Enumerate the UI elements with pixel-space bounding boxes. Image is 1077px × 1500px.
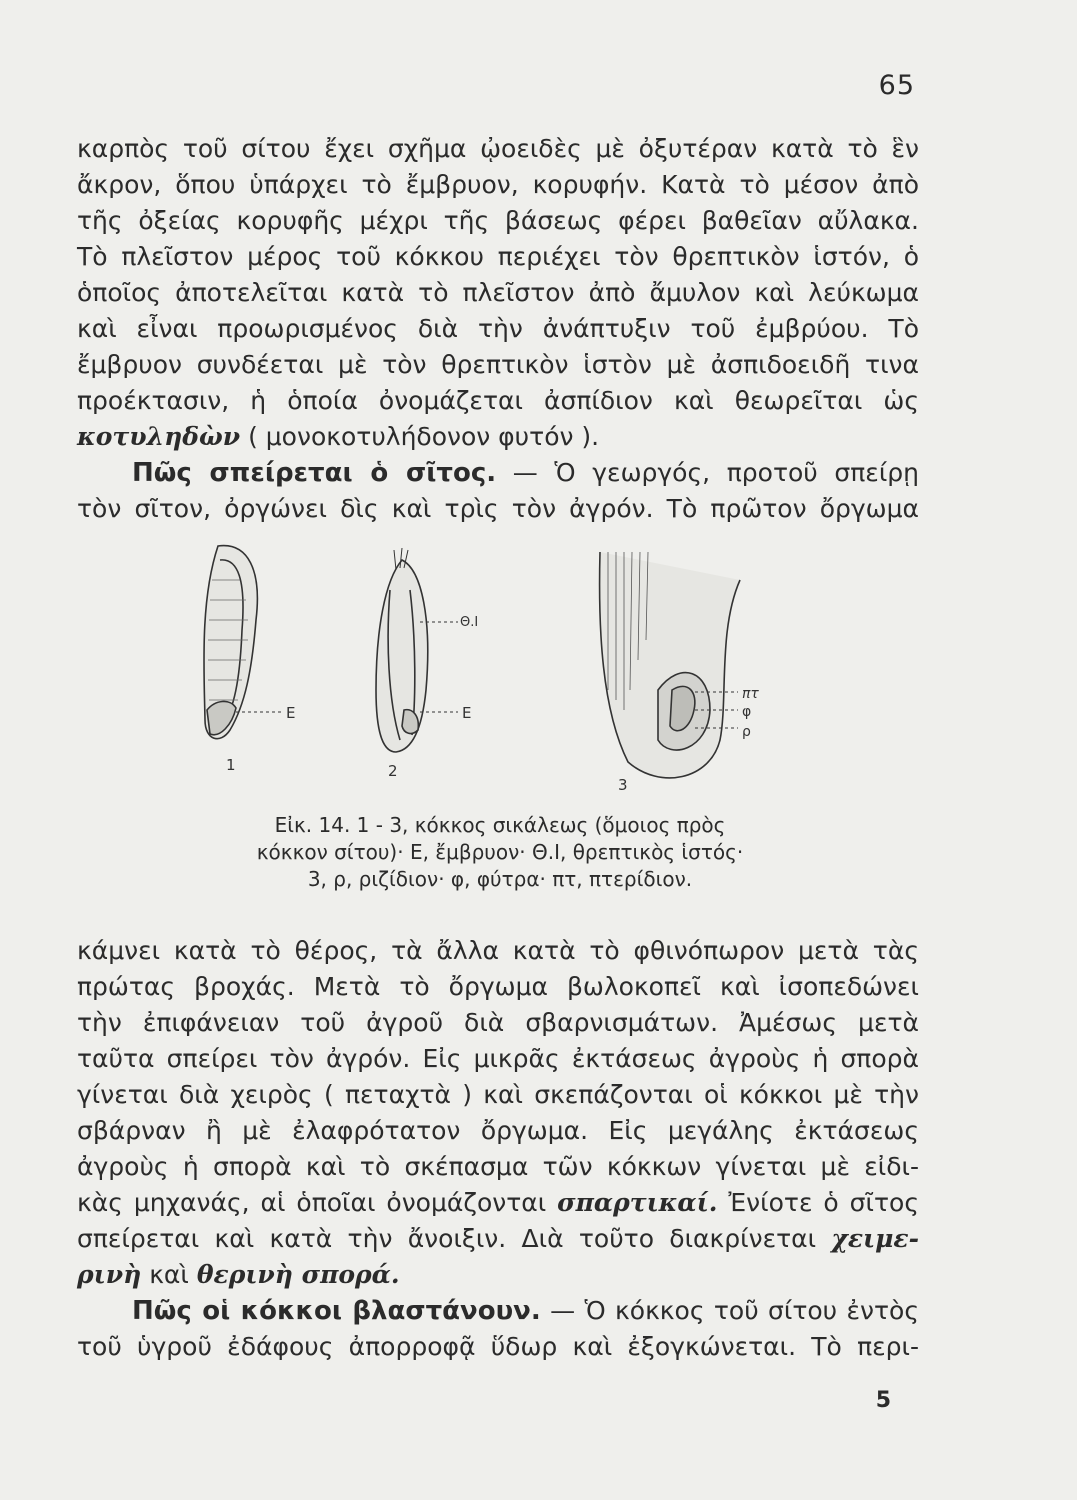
label-e-1: Ε [286,704,296,722]
text-line: προέκτασιν, ἡ ὁποία ὀνομάζεται ἀσπίδιον καὶ θεωρεῖται ὡς [77,386,919,415]
caption-line: κόκκον σίτου)· Ε, ἔμβρυον· Θ.Ι, θρεπτικὸς ἱστός· [256,840,744,864]
rye-grain-figure [190,540,830,805]
text-line: ρινὴ καὶ θερινὴ σπορά. [77,1260,400,1289]
paragraph-block-top [77,131,919,527]
figure-caption [190,812,810,893]
italic-term: σπαρτικαί. [557,1188,718,1217]
signature-mark: 5 [875,1388,891,1413]
text-line: τοῦ ὑγροῦ ἐδάφους ἀπορροφᾷ ὕδωρ καὶ ἐξογκώνεται. Τὸ περι- [77,1332,919,1361]
label-theta-iota: Θ.Ι [460,615,479,630]
text-line: ἔμβρυον συνδέεται μὲ τὸν θρεπτικὸν ἱστὸν μὲ ἀσπιδοειδῆ τινα [77,350,919,379]
label-rho: ρ [742,724,751,740]
figure-number-1: 1 [226,756,236,774]
grain-2-drawing [376,548,458,752]
caption-line: Εἰκ. 14. 1 - 3, κόκκος σικάλεως (ὅμοιος πρὸς [274,813,726,837]
text-line: κοτυληδὼν ( μονοκοτυλήδονον φυτόν ). [77,422,600,451]
text-line: σπείρεται καὶ κατὰ τὴν ἄνοιξιν. Διὰ τοῦτο διακρίνεται χειμε- [77,1224,919,1253]
caption-line: 3, ρ, ριζίδιον· φ, φύτρα· πτ, πτερίδιον. [307,867,693,891]
text-line: καὶ εἶναι προωρισμένος διὰ τὴν ἀνάπτυξιν τοῦ ἐμβρύου. Τὸ [77,314,919,343]
italic-term: χειμε- [831,1224,919,1253]
page-number: 65 [878,70,915,101]
grain-1-drawing [204,546,282,739]
figure-number-3: 3 [618,776,628,794]
italic-term: θερινὴ σπορά. [196,1260,400,1289]
text-line: τῆς ὀξείας κορυφῆς μέχρι τῆς βάσεως φέρει βαθεῖαν αὔλακα. [77,206,919,235]
label-e-2: Ε [462,704,472,722]
text-line: Τὸ πλεῖστον μέρος τοῦ κόκκου περιέχει τὸν θρεπτικὸν ἱστόν, ὁ [77,242,919,271]
section-heading: Πῶς οἱ κόκκοι βλαστάνουν. [132,1296,541,1326]
paragraph-block-bottom [77,933,919,1365]
grain-3-section-drawing [600,552,740,778]
text-line: πρώτας βροχάς. Μετὰ τὸ ὄργωμα βωλοκοπεῖ καὶ ἰσοπεδώνει [77,972,919,1001]
text-line: ἄκρον, ὅπου ὑπάρχει τὸ ἔμβρυον, κορυφήν. Κατὰ τὸ μέσον ἀπὸ [77,170,919,199]
italic-term: ρινὴ [77,1260,142,1289]
section-heading-line: Πῶς οἱ κόκκοι βλαστάνουν. — Ὁ κόκκος τοῦ σίτου ἐντὸς [132,1296,919,1326]
text-line: κὰς μηχανάς, αἱ ὁποῖαι ὀνομάζονται σπαρτικαί. Ἐνίοτε ὁ σῖτος [77,1188,919,1217]
text-line: καρπὸς τοῦ σίτου ἔχει σχῆμα ᾠοειδὲς μὲ ὀξυτέραν κατὰ τὸ ἓν [77,134,919,163]
text-line: ταῦτα σπείρει τὸν ἀγρόν. Εἰς μικρᾶς ἐκτάσεως ἀγροὺς ἡ σπορὰ [77,1044,919,1073]
label-phi: φ [742,704,752,720]
text-line: τὸν σῖτον, ὀργώνει δὶς καὶ τρὶς τὸν ἀγρόν. Τὸ πρῶτον ὄργωμα [77,494,919,523]
section-heading: Πῶς σπείρεται ὁ σῖτος. [132,458,497,488]
label-pt: πτ [742,686,759,702]
text-line: γίνεται διὰ χειρὸς ( πεταχτὰ ) καὶ σκεπάζονται οἱ κόκκοι μὲ τὴν [77,1080,919,1109]
text-line: τὴν ἐπιφάνειαν τοῦ ἀγροῦ διὰ σβαρνισμάτων. Ἀμέσως μετὰ [77,1008,919,1037]
text-line: ὁποῖος ἀποτελεῖται κατὰ τὸ πλεῖστον ἀπὸ ἄμυλον καὶ λεύκωμα [77,278,919,307]
figure-number-2: 2 [388,762,398,780]
text-line: σβάρναν ἢ μὲ ἐλαφρότατον ὄργωμα. Εἰς μεγάλης ἐκτάσεως [77,1116,919,1145]
text-line: κάμνει κατὰ τὸ θέρος, τὰ ἄλλα κατὰ τὸ φθινόπωρον μετὰ τὰς [77,936,919,965]
text-line: ἀγροὺς ἡ σπορὰ καὶ τὸ σκέπασμα τῶν κόκκων γίνεται μὲ εἰδι- [77,1152,919,1181]
section-heading-line: Πῶς σπείρεται ὁ σῖτος. — Ὁ γεωργός, προτοῦ σπείρῃ [132,458,919,488]
italic-term: κοτυληδὼν [77,422,241,451]
